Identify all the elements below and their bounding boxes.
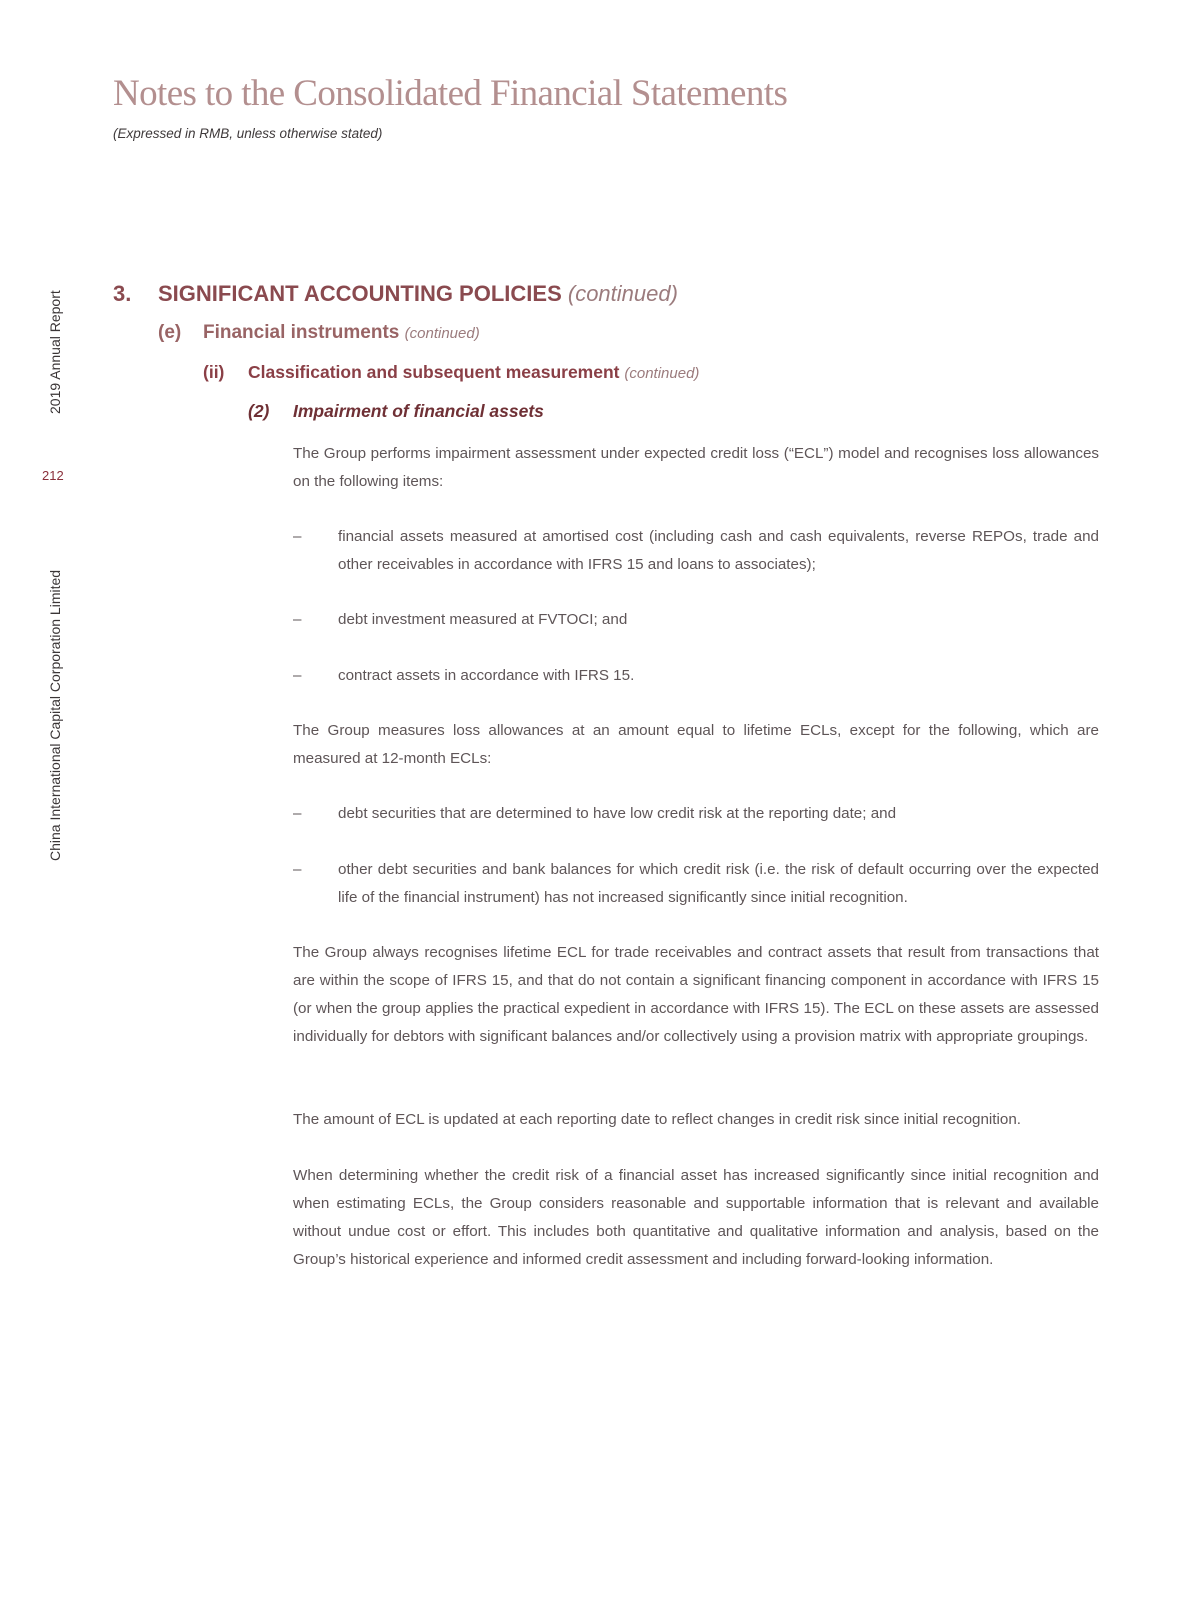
page-subtitle: (Expressed in RMB, unless otherwise stated) bbox=[113, 126, 383, 141]
paragraph-credit-risk: When determining whether the credit risk of a financial asset has increased significantly since initial recognition and when estimating ECLs, the Group considers reasonable and supportable information that is relevant and available without undue cost or effort. This includes both quantitative and qualitative information and analysis, based on the Group’s historical experience and informed credit assessment and including forward-looking information. bbox=[293, 1167, 1099, 1268]
item-number: (2) bbox=[248, 401, 270, 421]
sidebar-report-name: 2019 Annual Report bbox=[47, 290, 63, 414]
list-item-text: debt securities that are determined to have low credit risk at the reporting date; and bbox=[338, 805, 897, 822]
list-item bbox=[293, 523, 1099, 579]
paragraph-lifetime-ecl: The Group always recognises lifetime ECL for trade receivables and contract assets that result from transactions that are within the scope of IFRS 15, and that do not contain a significant financing component in accordance with IFRS 15 (or when the group applies the practical expedient in accordance with IFRS 15). The ECL on these assets are assessed individually for debtors with significant balances and/or collectively using a provision matrix with appropriate groupings. bbox=[293, 944, 1099, 1045]
section-heading bbox=[113, 281, 678, 307]
paragraph-ecl-updated: The amount of ECL is updated at each reporting date to reflect changes in credit risk since initial recognition. bbox=[293, 1111, 1021, 1128]
bullet-dash: – bbox=[293, 528, 302, 545]
list-item-text: other debt securities and bank balances for which credit risk (i.e. the risk of default occurring over the expected life of the financial instrument) has not increased significantly since initial recognition. bbox=[338, 861, 1099, 906]
item-title: Impairment of financial assets bbox=[293, 401, 544, 421]
paragraph-loss-allowances: The Group measures loss allowances at an amount equal to lifetime ECLs, except for the following, which are measured at 12-month ECLs: bbox=[293, 722, 1099, 767]
subsubsection-continued: (continued) bbox=[624, 365, 700, 382]
list-item-text: contract assets in accordance with IFRS 15. bbox=[338, 667, 635, 684]
subsubsection-heading bbox=[203, 362, 699, 383]
section-number: 3. bbox=[113, 281, 132, 306]
list-item-text: financial assets measured at amortised cost (including cash and cash equivalents, reverse REPOs, trade and other receivables in accordance with IFRS 15 and loans to associates); bbox=[338, 528, 1099, 573]
bullet-dash: – bbox=[293, 805, 302, 822]
subsection-title: Financial instruments bbox=[203, 322, 400, 343]
bullet-dash: – bbox=[293, 667, 302, 684]
subsubsection-title: Classification and subsequent measurement bbox=[248, 362, 620, 382]
list-item bbox=[293, 856, 1099, 912]
subsection-heading bbox=[158, 322, 480, 344]
page-title: Notes to the Consolidated Financial Statements bbox=[113, 73, 788, 114]
subsection-continued: (continued) bbox=[404, 325, 480, 342]
list-item bbox=[293, 662, 1099, 690]
subsubsection-number: (ii) bbox=[203, 362, 225, 382]
bullet-dash: – bbox=[293, 861, 302, 878]
bullet-dash: – bbox=[293, 611, 302, 628]
list-item bbox=[293, 800, 1099, 828]
list-item bbox=[293, 606, 1099, 634]
page-number: 212 bbox=[42, 468, 64, 483]
section-title: SIGNIFICANT ACCOUNTING POLICIES bbox=[158, 281, 562, 306]
subsection-number: (e) bbox=[158, 322, 182, 343]
section-continued: (continued) bbox=[567, 281, 678, 306]
item-heading bbox=[248, 401, 544, 422]
sidebar-company-name: China International Capital Corporation Limited bbox=[47, 569, 63, 861]
paragraph-impairment-intro: The Group performs impairment assessment under expected credit loss (“ECL”) model and recognises loss allowances on the following items: bbox=[293, 445, 1099, 490]
list-item-text: debt investment measured at FVTOCI; and bbox=[338, 611, 628, 628]
